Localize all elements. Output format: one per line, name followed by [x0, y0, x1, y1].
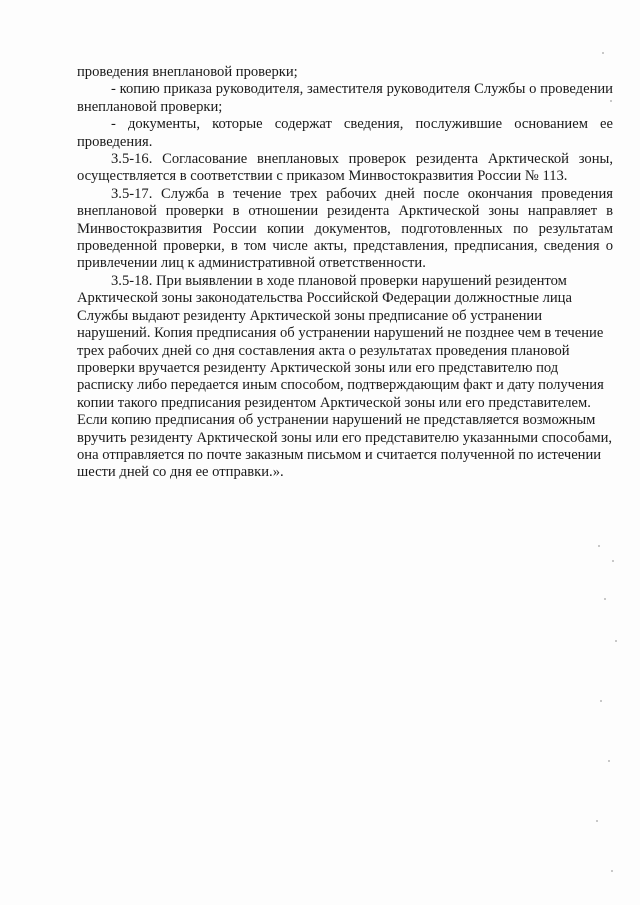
scan-speck [598, 545, 600, 547]
scan-speck [608, 760, 610, 762]
scan-speck [611, 870, 613, 872]
paragraph-continuation: проведения внеплановой проверки; [77, 64, 298, 80]
paragraph-clause-3-5-16: 3.5-16. Согласование внеплановых проверок резидента Арктической зоны, осуществляется в соответствии с приказом Минвостокразвития России № 113. [77, 151, 613, 185]
scan-speck [602, 52, 604, 54]
scan-speck [615, 640, 617, 642]
scan-speck [604, 598, 606, 600]
document-body [77, 64, 613, 482]
scan-speck [596, 820, 598, 822]
paragraph-clause-3-5-17: 3.5-17. Служба в течение трех рабочих дней после окончания проведения внеплановой проверки в отношении резидента Арктической зоны направляет в Минвостокразвития России копии документов, подготовленных по результатам проведенной проверки, в том числе акты, представления, предписания, сведения о привлечении лиц к административной ответственности. [77, 185, 613, 272]
scan-speck [600, 700, 602, 702]
scan-speck [612, 560, 614, 562]
scan-speck [610, 100, 612, 102]
paragraph-documents-item: - документы, которые содержат сведения, послужившие основанием ее проведения. [77, 116, 613, 150]
paragraph-clause-3-5-18: 3.5-18. При выявлении в ходе плановой проверки нарушений резидентом Арктической зоны законодательства Российской Федерации должностные лица Службы выдают резиденту Арктической зоны предписание об устранении нарушений. Копия предписания об устранении нарушений не позднее чем в течение трех рабочих дней со дня составления акта о результатах проведения плановой проверки вручается резиденту Арктической зоны или его представителю под расписку либо передается иным способом, подтверждающим факт и дату получения копии такого предписания резидентом Арктической зоны или его представителем. Если копию предписания об устранении нарушений не представляется возможным вручить резиденту Арктической зоны или его представителю указанными способами, она отправляется по почте заказным письмом и считается полученной по истечении шести дней со дня ее отправки.». [77, 272, 613, 481]
paragraph-order-copy-item: - копию приказа руководителя, заместителя руководителя Службы о проведении внеплановой проверки; [77, 81, 613, 115]
